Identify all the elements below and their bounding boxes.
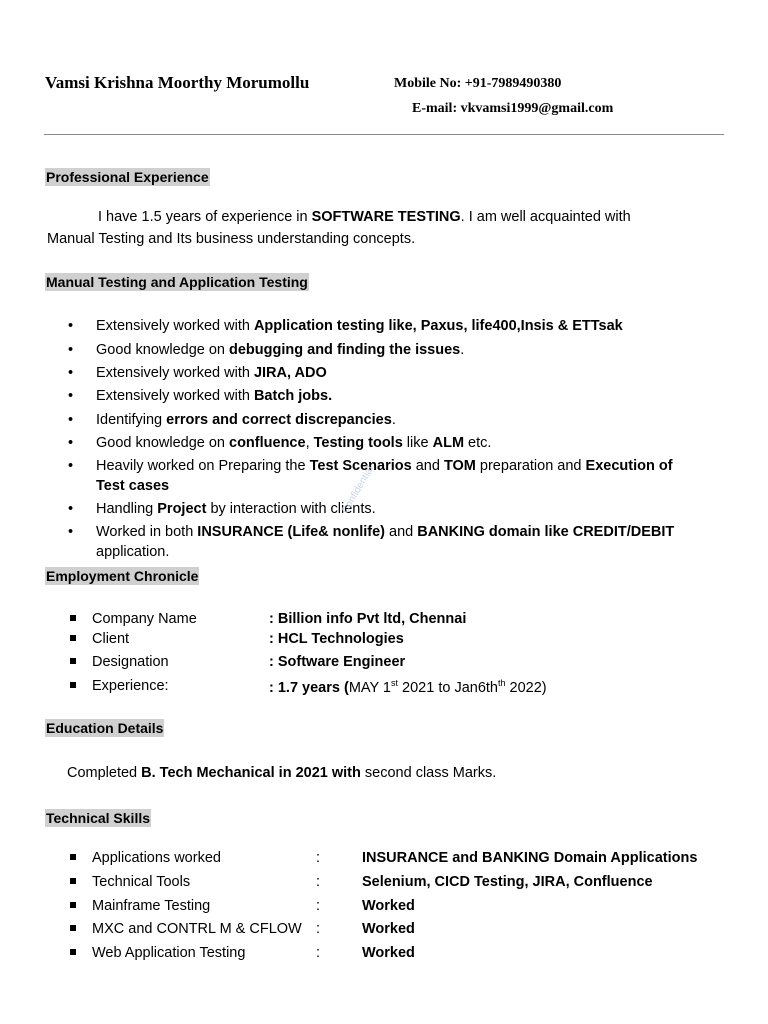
skills-row: Mainframe Testing : Worked: [70, 898, 76, 914]
square-bullet-icon: [70, 635, 76, 641]
skills-row: MXC and CONTRL M & CFLOW : Worked: [70, 921, 76, 937]
square-bullet-icon: [70, 902, 76, 908]
skills-row: Applications worked : INSURANCE and BANKING Domain Applications: [70, 850, 76, 866]
square-bullet-icon: [70, 925, 76, 931]
watermark-text: Confidential: [340, 464, 376, 516]
section-manual-testing: Manual Testing and Application Testing: [46, 274, 308, 290]
square-bullet-icon: [70, 658, 76, 664]
square-bullet-icon: [70, 878, 76, 884]
header-divider: [44, 134, 724, 135]
employment-row-experience: Experience: : 1.7 years (MAY 1st 2021 to $Jan6th^{th}$ 2022): [70, 678, 76, 694]
employment-row-client: Client : HCL Technologies: [70, 631, 76, 647]
square-bullet-icon: [70, 854, 76, 860]
square-bullet-icon: [70, 949, 76, 955]
square-bullet-icon: [70, 682, 76, 688]
candidate-name: Vamsi Krishna Moorthy Morumollu: [45, 73, 310, 92]
employment-row-company: Company Name : Billion info Pvt ltd, Chennai: [70, 611, 76, 627]
mobile-number: Mobile No: +91-7989490380: [394, 76, 562, 91]
section-education-details: Education Details: [46, 720, 164, 736]
section-technical-skills: Technical Skills: [46, 810, 151, 826]
section-employment-chronicle: Employment Chronicle: [46, 568, 199, 584]
employment-row-designation: Designation : Software Engineer: [70, 654, 76, 670]
education-line: Completed B. Tech Mechanical in 2021 with second class Marks.: [67, 765, 497, 781]
skills-row: Technical Tools : Selenium, CICD Testing, JIRA, Confluence: [70, 874, 76, 890]
professional-paragraph-line2: Manual Testing and Its business understanding concepts.: [47, 231, 416, 247]
square-bullet-icon: [70, 615, 76, 621]
professional-paragraph-line1: I have 1.5 years of experience in SOFTWARE TESTING. I am well acquainted with: [98, 209, 631, 225]
section-professional-experience: Professional Experience: [46, 169, 209, 185]
email-address: E-mail: vkvamsi1999@gmail.com: [412, 101, 614, 116]
skills-row: Web Application Testing : Worked: [70, 945, 76, 961]
